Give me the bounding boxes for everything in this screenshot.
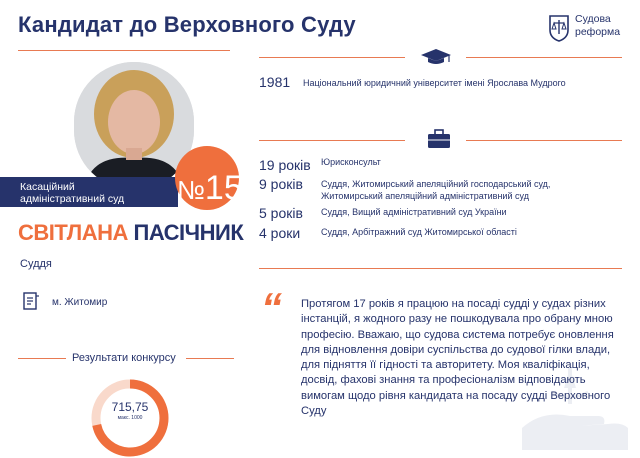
experience-divider-right (466, 140, 622, 141)
scales-logo-icon (547, 14, 571, 42)
experience-years: 5 років (259, 205, 303, 221)
score-max: макс. 1000 (117, 415, 143, 421)
court-line-1: Касаційний (20, 181, 75, 193)
experience-position (321, 179, 621, 202)
candidate-city: м. Житомир (52, 297, 108, 308)
candidate-role: Суддя (20, 258, 52, 270)
experience-position-line: Суддя, Арбітражний суд Житомирської області (321, 227, 517, 237)
experience-position-line: Юрисконсульт (321, 157, 381, 167)
education-institution: Національний юридичний університет імені Ярослава Мудрого (303, 78, 566, 88)
results-divider-left (18, 358, 66, 359)
number-value: 15 (204, 169, 243, 207)
court-banner (0, 177, 178, 207)
experience-years: 9 років (259, 176, 303, 192)
document-icon (22, 290, 40, 312)
experience-position-line: Суддя, Житомирський апеляційний господарський суд, (321, 179, 551, 189)
experience-years: 19 років (259, 157, 311, 173)
court-line-2: адміністративний суд (20, 193, 125, 205)
education-divider-left (259, 57, 405, 58)
experience-years: 4 роки (259, 225, 301, 241)
briefcase-icon (427, 129, 451, 149)
experience-position (321, 157, 621, 169)
candidate-number (177, 170, 241, 208)
education-year: 1981 (259, 74, 291, 90)
brand-line-1: Судова (575, 13, 611, 25)
first-name: СВІТЛАНА (18, 220, 128, 245)
header-divider (18, 50, 230, 51)
quote-divider (259, 268, 622, 269)
graduation-cap-icon (420, 47, 452, 67)
brand-name (575, 13, 620, 39)
experience-divider-left (259, 140, 405, 141)
quote-mark-icon: “ (261, 284, 282, 331)
results-divider-right (186, 358, 234, 359)
experience-position (321, 227, 621, 239)
score-value: 715,75 (111, 400, 149, 414)
candidate-quote: Протягом 17 років я працюю на посаді судді у судах різних інстанцій, я жодного разу не пошкодувала про обрану мною професію. Вважаю, що судова система потребує оновлення для відновлення довіри суспільства до судової гілки влади, для підняття її гідності та авторитету. Моя кваліфікація, досвід, фахові знання та професіоналізм відповідають вимогам щодо рівня кандидата на посаду судді Верховного Суду (301, 298, 614, 418)
experience-position (321, 207, 621, 219)
number-prefix: № (177, 175, 205, 205)
results-title: Результати конкурсу (72, 352, 176, 364)
candidate-name (18, 220, 243, 246)
experience-position-line: Суддя, Вищий адміністративний суд України (321, 207, 507, 217)
experience-position-line: Житомирський апеляційний адміністративний суд (321, 190, 529, 201)
page-title: Кандидат до Верховного Суду (18, 12, 356, 37)
education-divider-right (466, 57, 622, 58)
brand-line-2: реформа (575, 26, 621, 38)
last-name: ПАСІЧНИК (133, 220, 244, 245)
